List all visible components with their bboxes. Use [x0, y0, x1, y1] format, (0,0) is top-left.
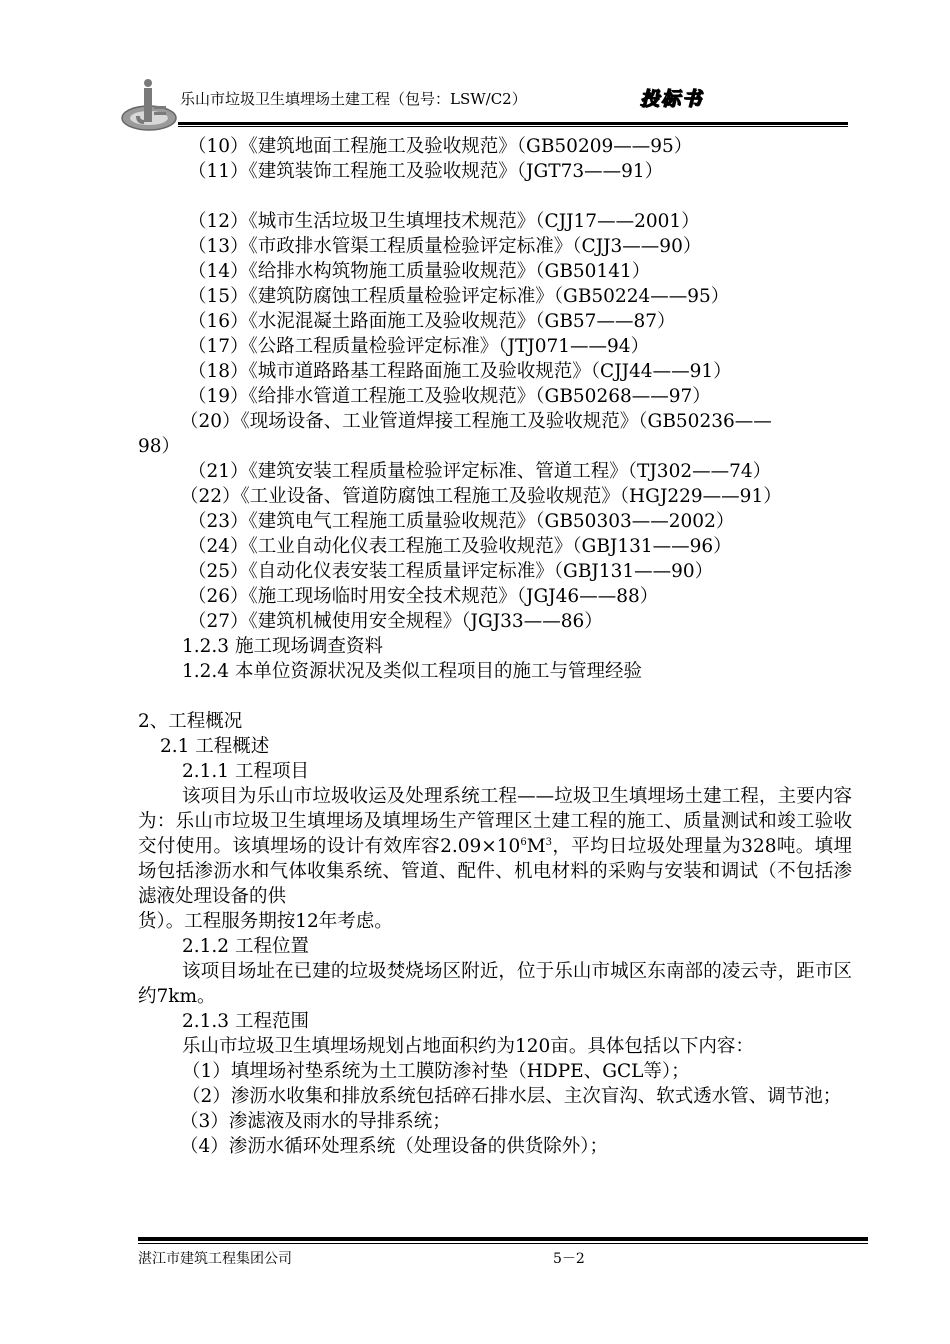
section-heading: 1.2.4 本单位资源状况及类似工程项目的施工与管理经验 [182, 661, 642, 682]
reference-item: （13）《市政排水管渠工程质量检验评定标准》（CJJ3——90） [188, 236, 702, 257]
paragraph-scope: 乐山市垃圾卫生填埋场规划占地面积约为120亩。具体包括以下内容： [182, 1036, 754, 1057]
scope-item: （3）渗滤液及雨水的导排系统； [180, 1111, 451, 1132]
reference-item: （23）《建筑电气工程施工质量验收规范》（GB50303——2002） [188, 511, 735, 532]
document-body [138, 134, 852, 1159]
reference-item-continuation: 98） [138, 436, 181, 457]
scope-item: （1）填埋场衬垫系统为土工膜防渗衬垫（HDPE、GCL等）； [182, 1061, 690, 1082]
section-heading: 1.2.3 施工现场调查资料 [182, 636, 383, 657]
reference-item: （10）《建筑地面工程施工及验收规范》（GB50209——95） [188, 136, 693, 157]
reference-item: （16）《水泥混凝土路面施工及验收规范》（GB57——87） [188, 311, 676, 332]
header-divider-thin [178, 126, 848, 127]
footer-divider [138, 1237, 868, 1241]
reference-item: （25）《自动化仪表安装工程质量评定标准》（GBJ131——90） [188, 561, 714, 582]
reference-item: （14）《给排水构筑物施工质量验收规范》（GB50141） [188, 261, 651, 282]
reference-item: （17）《公路工程质量检验评定标准》（JTJ071——94） [188, 336, 650, 357]
subsection-heading: 2.1.1 工程项目 [182, 761, 309, 782]
chapter-heading: 2、工程概况 [138, 711, 243, 732]
reference-item: （27）《建筑机械使用安全规程》（JGJ33——86） [188, 611, 603, 632]
reference-item: （15）《建筑防腐蚀工程质量检验评定标准》（GB50224——95） [188, 286, 730, 307]
reference-item: （18）《城市道路路基工程路面施工及验收规范》（CJJ44——91） [188, 361, 732, 382]
paragraph-project-end: 货）。工程服务期按12年考虑。 [138, 911, 393, 932]
page-number: 5－2 [553, 1251, 585, 1267]
header-title: 乐山市垃圾卫生填埋场土建工程（包号：LSW/C2） [180, 90, 527, 108]
reference-item: （12）《城市生活垃圾卫生填埋技术规范》（CJJ17——2001） [188, 211, 700, 232]
reference-item: （26）《施工现场临时用安全技术规范》（JGJ46——88） [188, 586, 659, 607]
subsection-heading: 2.1.3 工程范围 [182, 1011, 309, 1032]
header-doc-type: 投标书 [640, 88, 704, 110]
reference-item: （24）《工业自动化仪表工程施工及验收规范》（GBJ131——96） [188, 536, 732, 557]
footer-company: 湛江市建筑工程集团公司 [138, 1251, 292, 1267]
reference-item: （21）《建筑安装工程质量检验评定标准、管道工程》（TJ302——74） [188, 461, 772, 482]
reference-item: （22）《工业设备、管道防腐蚀工程施工及验收规范》（HGJ229——91） [180, 486, 782, 507]
header-divider [178, 122, 848, 125]
footer-divider-thin [138, 1243, 868, 1244]
scope-item: （4）渗沥水循环处理系统（处理设备的供货除外）； [180, 1136, 609, 1157]
paragraph-location: 该项目场址在已建的垃圾焚烧场区附近，位于乐山市城区东南部的凌云寺，距市区约7km。 [138, 961, 852, 1007]
scope-item: （2）渗沥水收集和排放系统包括碎石排水层、主次盲沟、软式透水管、调节池； [182, 1086, 842, 1107]
reference-item: （19）《给排水管道工程施工及验收规范》（GB50268——97） [188, 386, 711, 407]
paragraph-project: 该项目为乐山市垃圾收运及处理系统工程——垃圾卫生填埋场土建工程，主要内容为：乐山市垃圾卫生填埋场及填埋场生产管理区土建工程的施工、质量测试和竣工验收交付使用。该填埋场的设计有效库容$2.09\times 10^6M^3$，平均日垃圾处理量为328吨。填埋场包括渗沥水和气体收集系统、管道、配件、机电材料的采购与安装和调试（不包括渗滤液处理设备的供 [138, 786, 853, 907]
reference-item: （20）《现场设备、工业管道焊接工程施工及验收规范》（GB50236—— [180, 411, 772, 432]
section-heading: 2.1 工程概述 [160, 736, 270, 757]
subsection-heading: 2.1.2 工程位置 [182, 936, 309, 957]
reference-item: （11）《建筑装饰工程施工及验收规范》（JGT73——91） [188, 161, 664, 182]
company-logo-icon [120, 78, 178, 134]
